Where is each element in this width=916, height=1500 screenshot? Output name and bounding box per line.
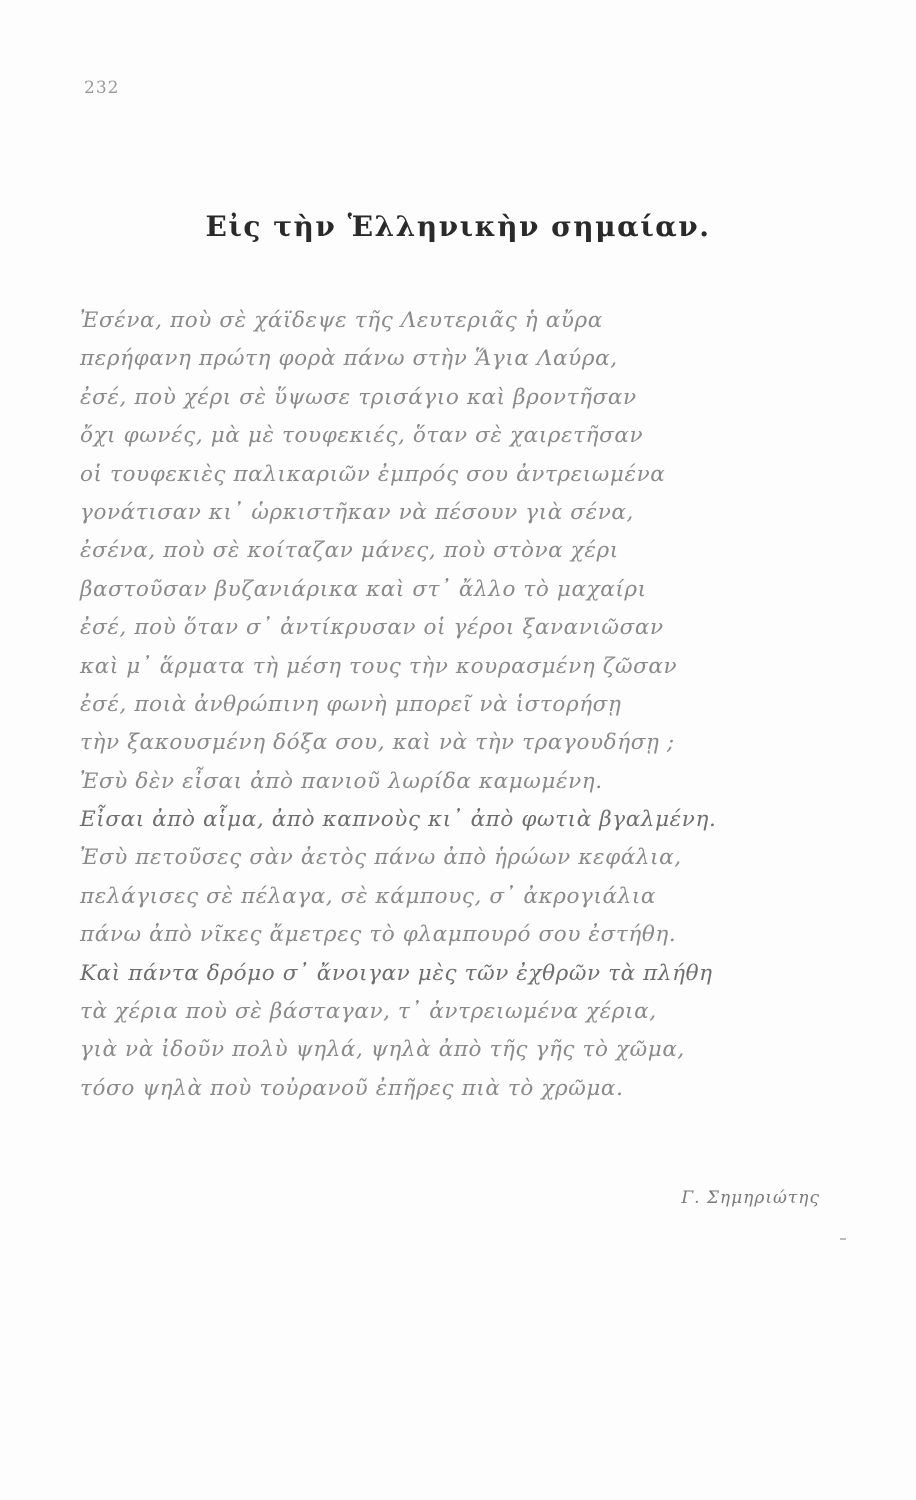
poem-line: τὰ χέρια ποὺ σὲ βάσταγαν, τ᾿ ἀντρειωμένα χέρια, (80, 999, 657, 1025)
poem-line: περήφανη πρώτη φορὰ πάνω στὴν Ἅγια Λαύρα, (80, 346, 618, 372)
poem-line: γονάτισαν κι᾿ ὡρκιστῆκαν νὰ πέσουν γιὰ σένα, (80, 499, 634, 525)
poem-line: οἱ τουφεκιὲς παλικαριῶν ἐμπρός σου ἀντρειωμένα (80, 461, 666, 487)
poem-line: Ἐσένα, ποὺ σὲ χάϊδεψε τῆς Λευτεριᾶς ἡ αὔρα (80, 308, 603, 333)
poem-line: πάνω ἀπὸ νῖκες ἄμετρες τὸ φλαμπουρό σου ἐστήθη. (80, 922, 677, 948)
page-number: 232 (84, 78, 120, 98)
poem-line: καὶ μ᾿ ἅρματα τὴ μέση τους τὴν κουρασμένη ζῶσαν (80, 653, 678, 679)
poem-line: τὴν ξακουσμένη δόξα σου, καὶ νὰ τὴν τραγουδήσῃ ; (80, 730, 675, 756)
poem-line: ἐσέ, ποιὰ ἀνθρώπινη φωνὴ μπορεῖ νὰ ἱστορήσῃ (80, 691, 622, 717)
poem-line: βαστοῦσαν βυζανιάρικα καὶ στ᾿ ἄλλο τὸ μαχαίρι (80, 576, 647, 602)
poem-line: γιὰ νὰ ἰδοῦν πολὺ ψηλά, ψηλὰ ἀπὸ τῆς γῆς τὸ χῶμα, (80, 1037, 685, 1063)
scan-edge-mark (840, 1238, 846, 1240)
poem-line: ἐσένα, ποὺ σὲ κοίταζαν μάνες, ποὺ στὸνα χέρι (80, 538, 619, 564)
poem-line: Καὶ πάντα δρόμο σ᾿ ἄνοιγαν μὲς τῶν ἐχθρῶν τὰ πλήθη (80, 960, 713, 986)
poem-line: Εἶσαι ἀπὸ αἷμα, ἀπὸ καπνοὺς κι᾿ ἀπὸ φωτιὰ βγαλμένη. (80, 807, 717, 833)
poem-body (80, 302, 870, 1108)
poem-line: τόσο ψηλὰ ποὺ τοὐρανοῦ ἐπῆρες πιὰ τὸ χρῶμα. (80, 1075, 624, 1101)
poem-title: Εἰς τὴν Ἑλληνικὴν σημαίαν. (205, 210, 711, 243)
poem-line: Ἐσὺ δὲν εἶσαι ἀπὸ πανιοῦ λωρίδα καμωμένη. (80, 768, 603, 794)
author-signature: Γ. Σημηριώτης (681, 1188, 820, 1208)
poem-line: ἐσέ, ποὺ ὅταν σ᾿ ἀντίκρυσαν οἱ γέροι ξανανιῶσαν (80, 615, 664, 641)
poem-line: πελάγισες σὲ πέλαγα, σὲ κάμπους, σ᾿ ἀκρογιάλια (80, 883, 657, 909)
poem-line: Ἐσὺ πετοῦσες σὰν ἀετὸς πάνω ἀπὸ ἡρώων κεφάλια, (80, 845, 682, 871)
poem-line: ὄχι φωνές, μὰ μὲ τουφεκιές, ὅταν σὲ χαιρετῆσαν (80, 423, 644, 449)
poem-line: ἐσέ, ποὺ χέρι σὲ ὕψωσε τρισάγιο καὶ βροντῆσαν (80, 384, 637, 410)
